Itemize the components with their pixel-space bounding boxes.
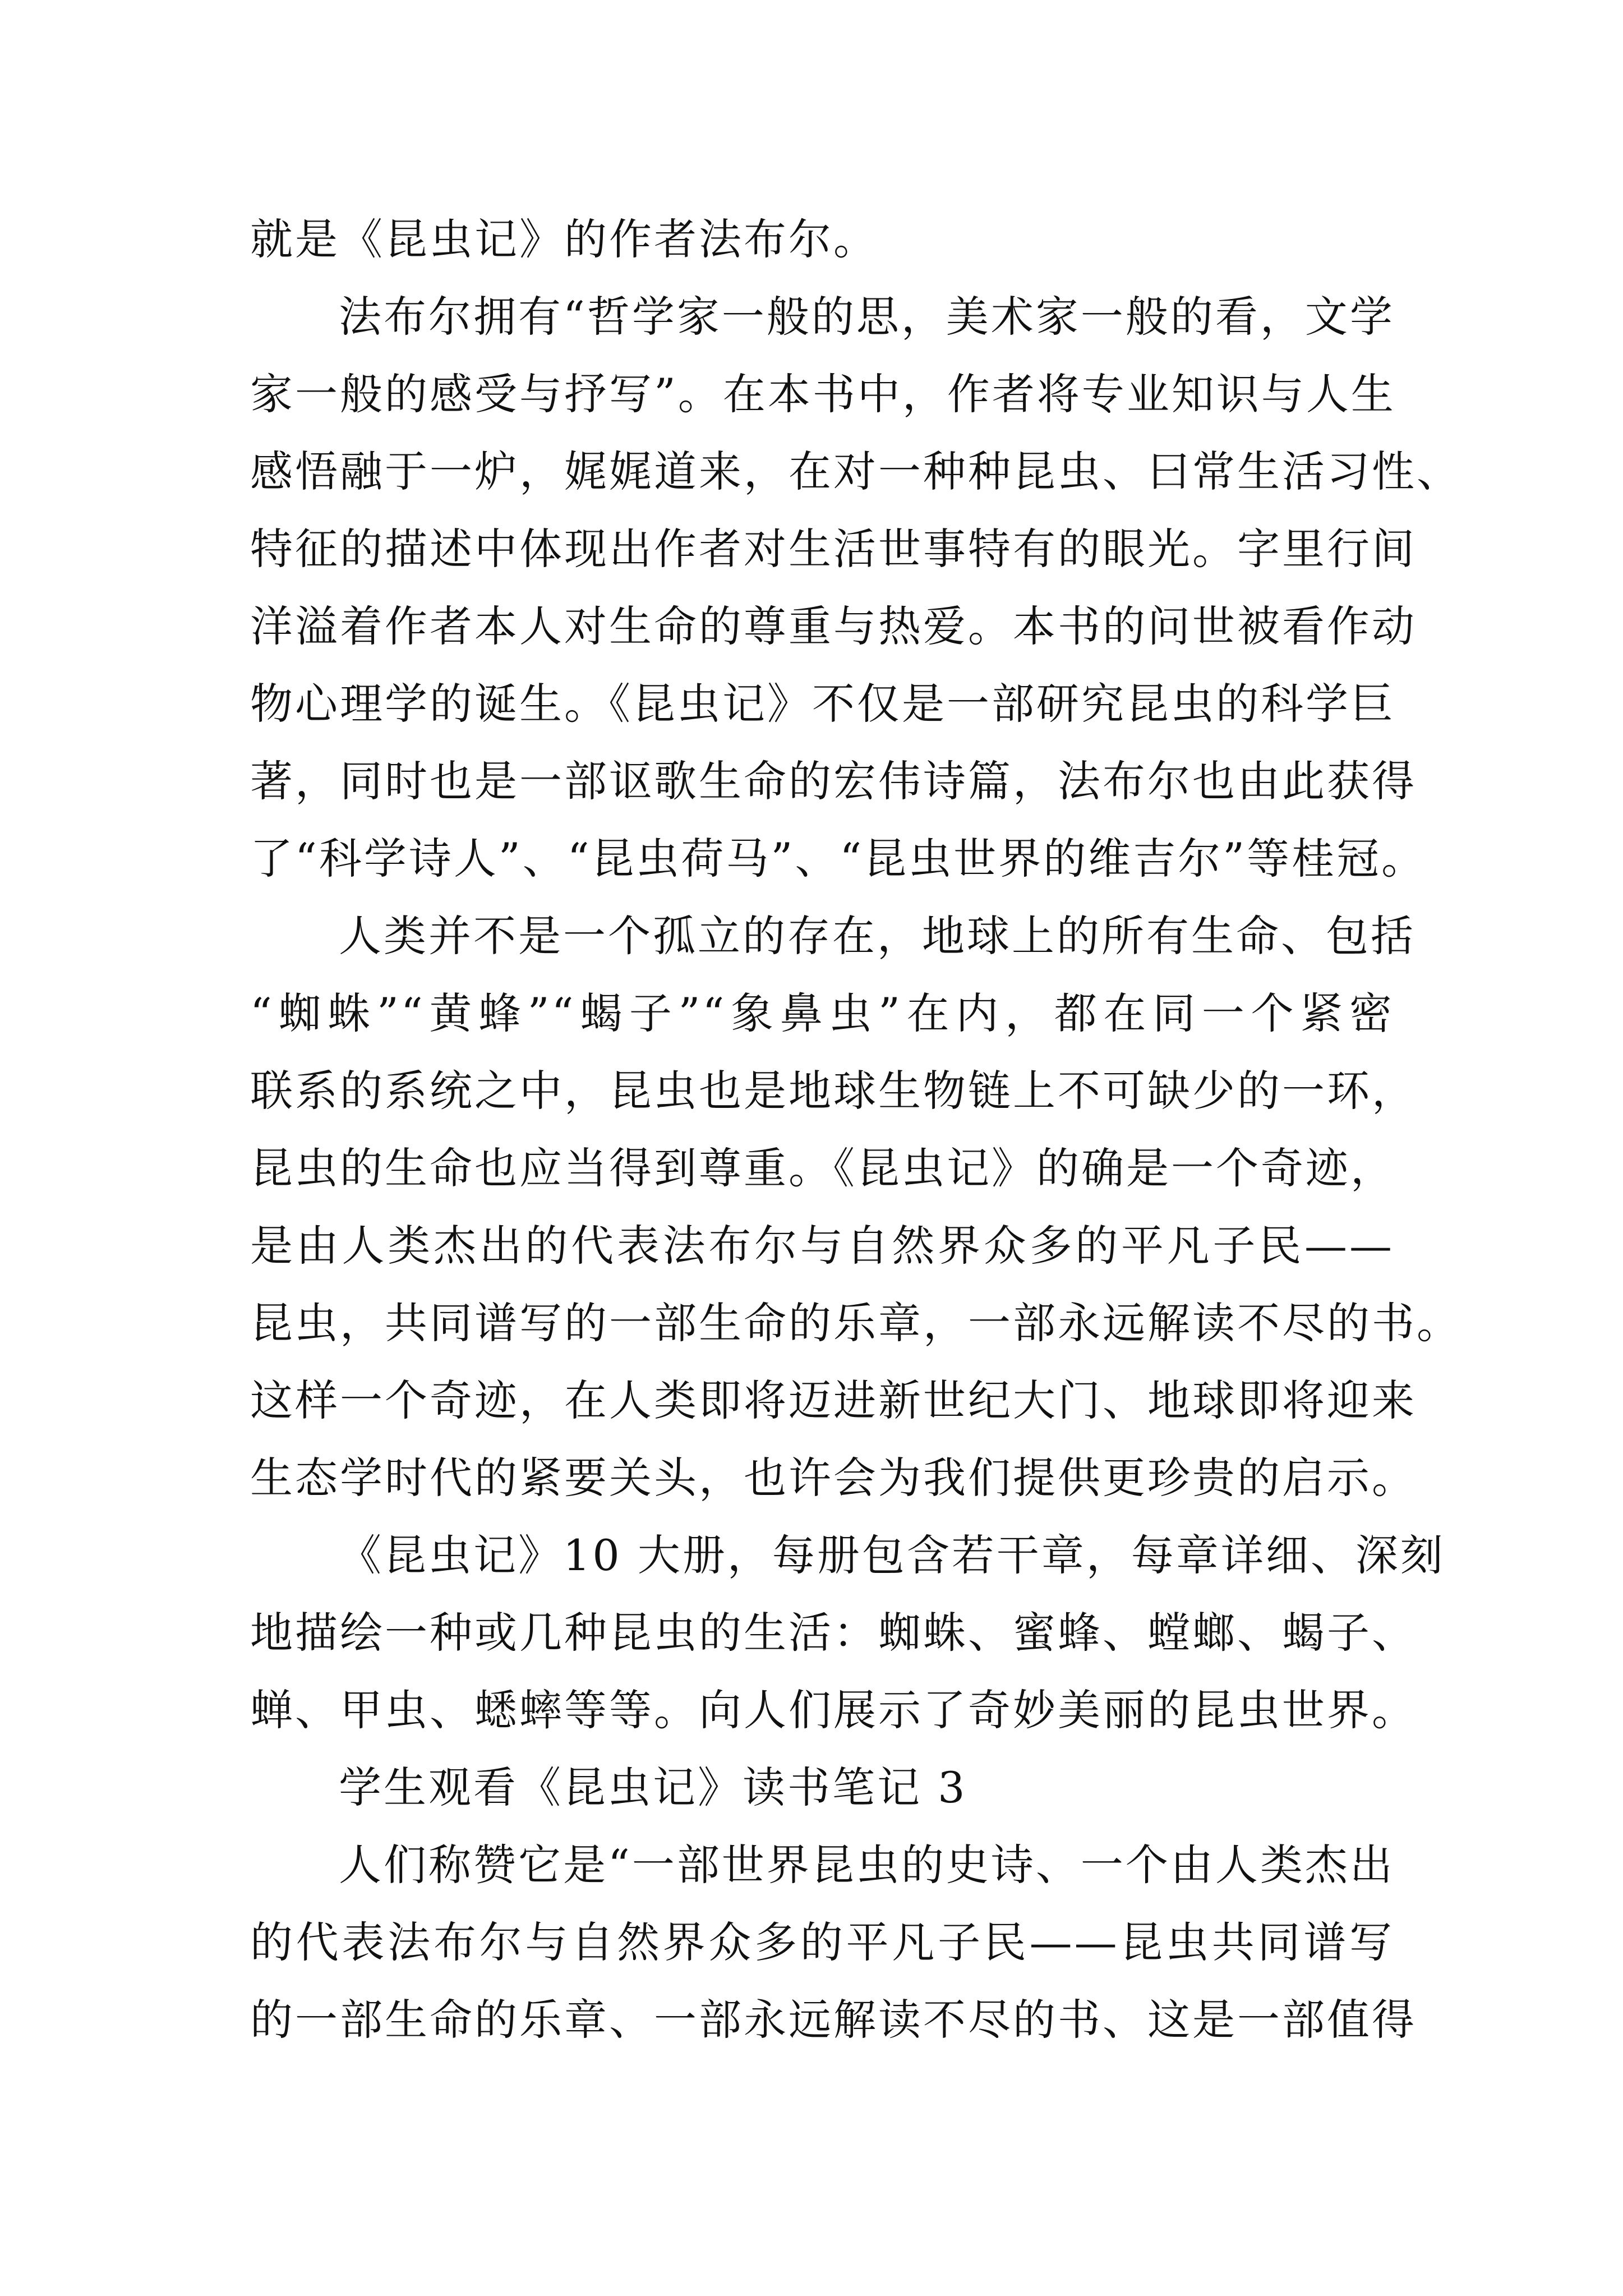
text-line: 蝉、甲虫、蟋蟀等等。向人们展示了奇妙美丽的昆虫世界。 [250,1685,1417,1735]
text-line: 物心理学的诞生。《昆虫记》不仅是一部研究昆虫的科学巨 [250,679,1395,729]
text-line: 生态学时代的紧要关头，也许会为我们提供更珍贵的启示。 [250,1453,1417,1503]
text-line: 昆虫的生命也应当得到尊重。《昆虫记》的确是一个奇迹， [250,1143,1395,1193]
text-line: 就是《昆虫记》的作者法布尔。 [250,214,878,264]
text-line: 是由人类杰出的代表法布尔与自然界众多的平凡子民—— [250,1221,1394,1271]
text-line: 家一般的感受与抒写”。在本书中，作者将专业知识与人生 [250,369,1396,419]
text-line: 的一部生命的乐章、一部永远解读不尽的书、这是一部值得 [250,1995,1417,2045]
text-line: 人类并不是一个孤立的存在，地球上的所有生命、包括 [339,911,1415,961]
text-line: 联系的系统之中，昆虫也是地球生物链上不可缺少的一环， [250,1066,1417,1116]
text-line: 洋溢着作者本人对生命的尊重与热爱。本书的问世被看作动 [250,601,1417,651]
text-line: 著，同时也是一部讴歌生命的宏伟诗篇，法布尔也由此获得 [250,756,1417,806]
text-line: 这样一个奇迹，在人类即将迈进新世纪大门、地球即将迎来 [250,1375,1417,1425]
text-line: 人们称赞它是“一部世界昆虫的史诗、一个由人类杰出 [339,1840,1395,1890]
text-line: “蜘蛛”“黄蜂”“蝎子”“象鼻虫”在内，都在同一个紧密 [250,988,1394,1038]
body-text [250,201,1461,2059]
text-line: 了“科学诗人”、“昆虫荷马”、“昆虫世界的维吉尔”等桂冠。 [250,834,1427,884]
text-line: 特征的描述中体现出作者对生活世事特有的眼光。字里行间 [250,524,1417,574]
text-line: 法布尔拥有“哲学家一般的思，美术家一般的看，文学 [339,292,1395,342]
text-line: 地描绘一种或几种昆虫的生活：蜘蛛、蜜蜂、螳螂、蝎子、 [250,1608,1417,1658]
text-line: 的代表法布尔与自然界众多的平凡子民——昆虫共同谱写 [250,1917,1394,1967]
text-line: 昆虫，共同谱写的一部生命的乐章，一部永远解读不尽的书。 [250,1298,1461,1348]
text-line: 《昆虫记》10 大册，每册包含若干章，每章详细、深刻 [339,1530,1445,1580]
text-line: 学生观看《昆虫记》读书笔记 3 [339,1763,967,1812]
text-line: 感悟融于一炉，娓娓道来，在对一种种昆虫、曰常生活习性、 [250,447,1461,496]
